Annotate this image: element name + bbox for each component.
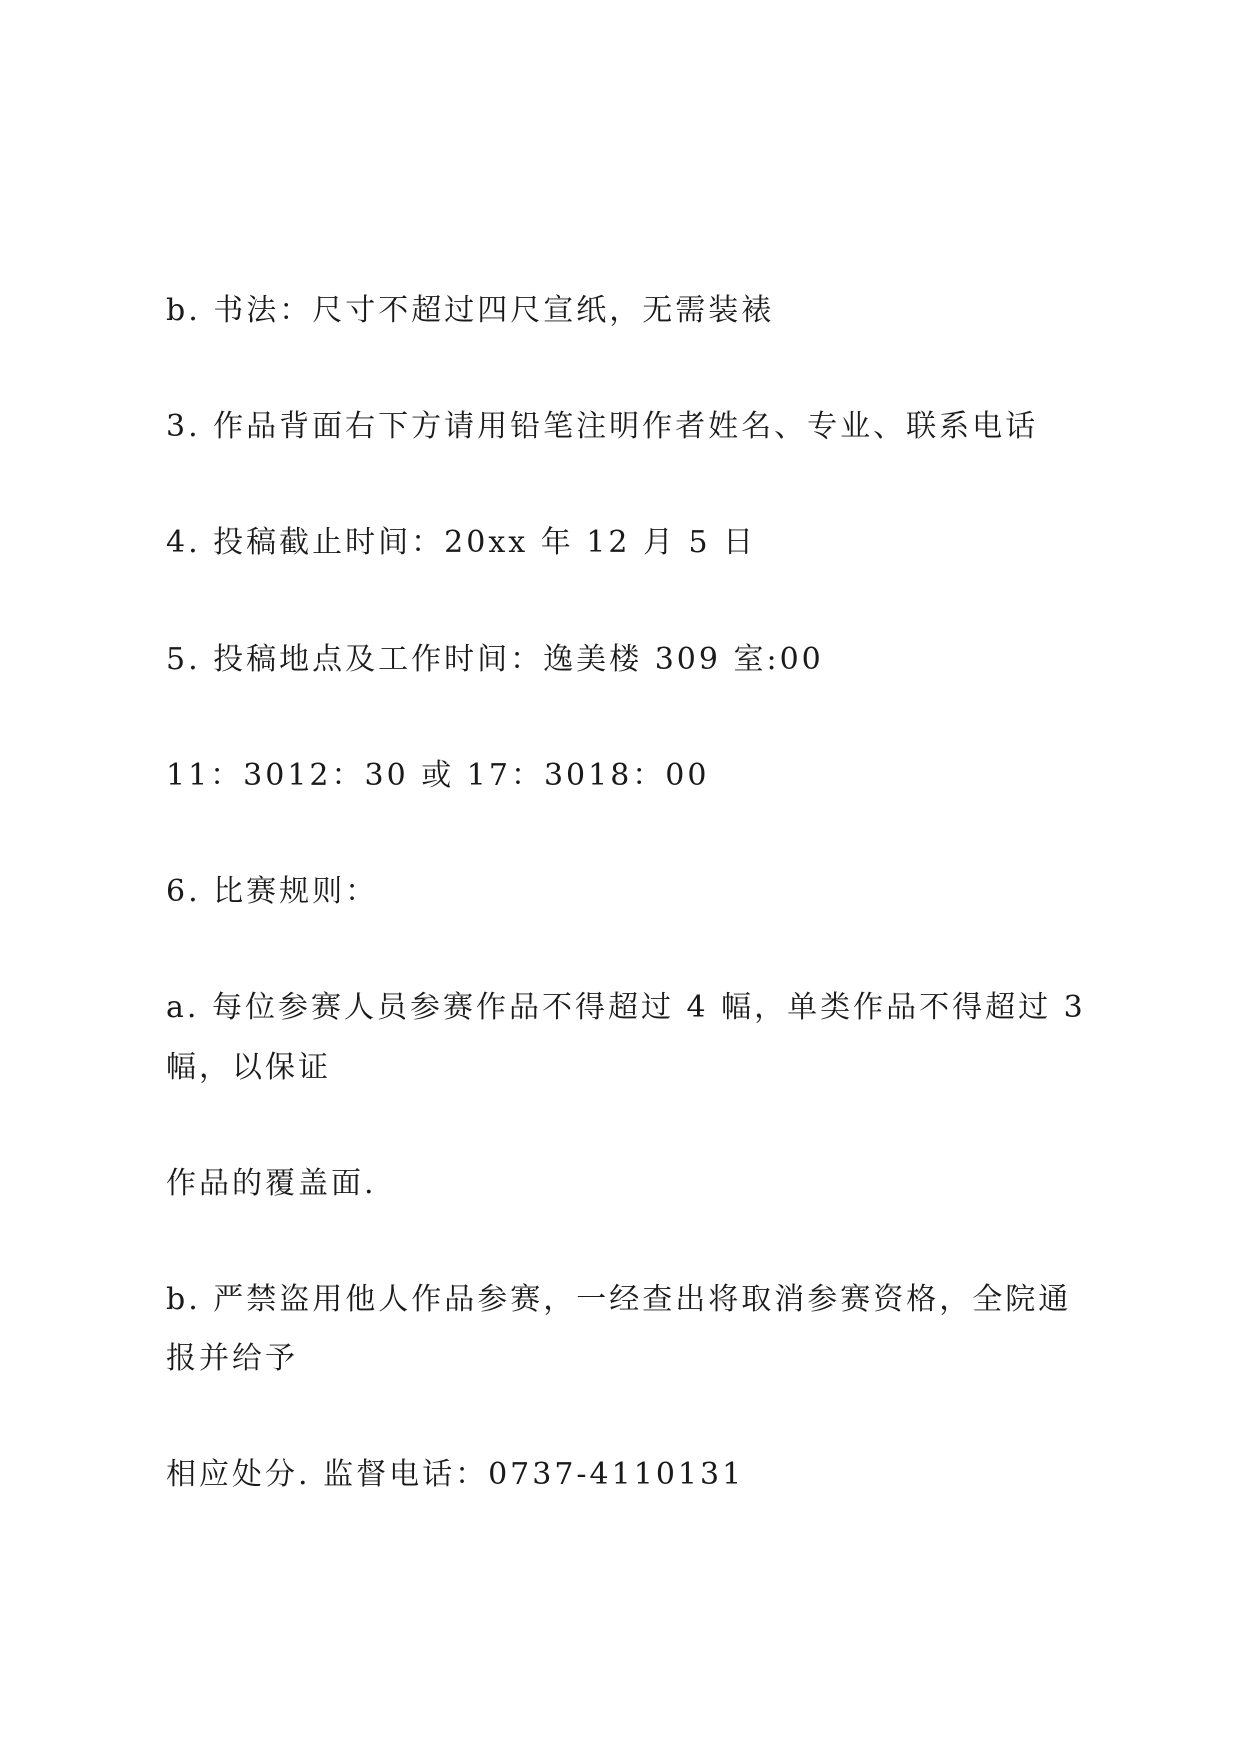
competition-rules-heading: 6. 比赛规则： bbox=[166, 874, 379, 909]
calligraphy-rule-line: b. 书法：尺寸不超过四尺宣纸，无需装裱 bbox=[166, 293, 775, 328]
rule-b-line-1: b. 严禁盗用他人作品参赛，一经查出将取消参赛资格，全院通 bbox=[166, 1282, 1072, 1317]
submission-location-line: 5. 投稿地点及工作时间：逸美楼 309 室:00 bbox=[166, 642, 824, 677]
rule-b-line-2: 报并给予 bbox=[166, 1341, 298, 1376]
deadline-line: 4. 投稿截止时间：20xx 年 12 月 5 日 bbox=[166, 525, 757, 560]
labeling-rule-line: 3. 作品背面右下方请用铅笔注明作者姓名、专业、联系电话 bbox=[166, 409, 1039, 444]
submission-hours-line: 11：3012：30 或 17：3018：00 bbox=[166, 758, 710, 793]
rule-a-line-3: 作品的覆盖面. bbox=[166, 1166, 377, 1201]
rule-a-line-1: a. 每位参赛人员参赛作品不得超过 4 幅，单类作品不得超过 3 bbox=[166, 990, 1086, 1025]
rule-a-line-2: 幅，以保证 bbox=[166, 1050, 331, 1085]
supervision-phone-line: 相应处分. 监督电话：0737-4110131 bbox=[166, 1457, 745, 1492]
